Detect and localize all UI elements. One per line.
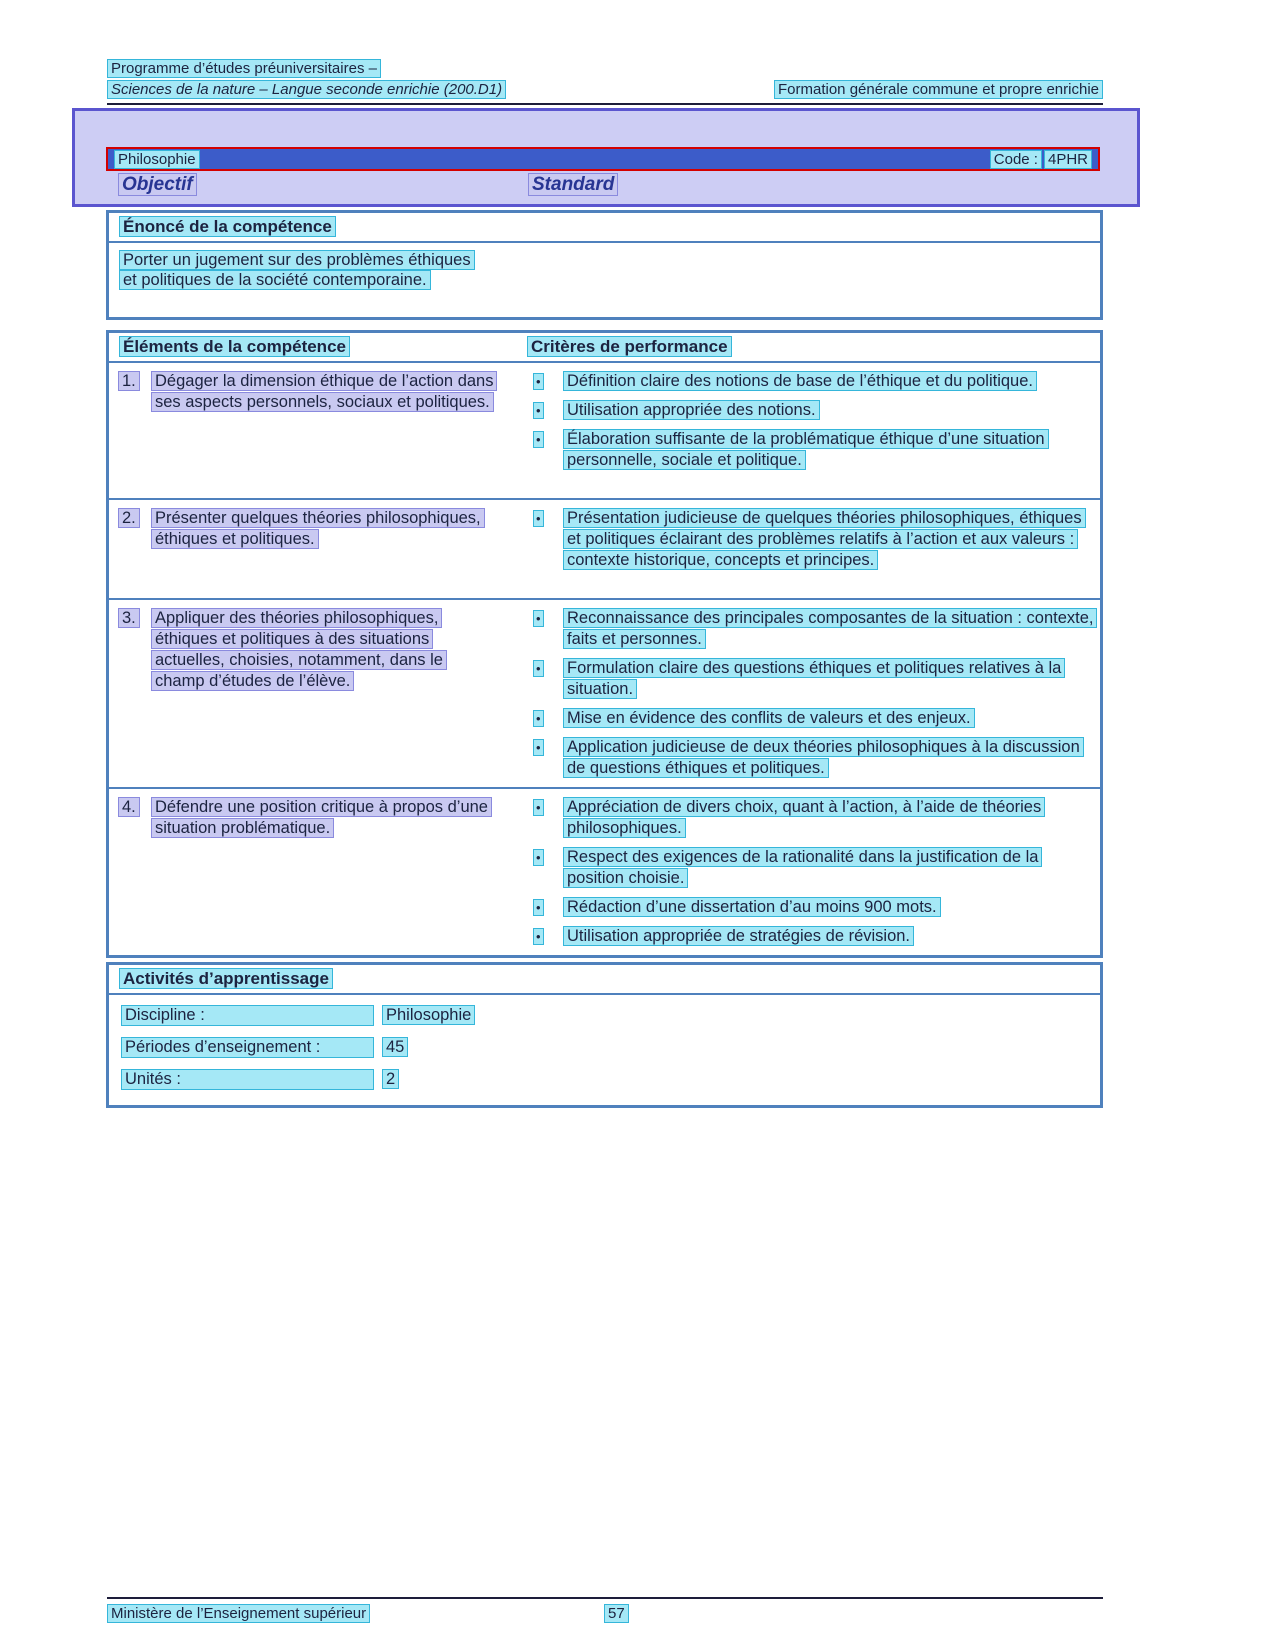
criterion-text: Utilisation appropriée des notions. <box>563 400 820 420</box>
enonce-heading: Énoncé de la compétence <box>109 213 1100 243</box>
element-text: Présenter quelques théories philosophiques, éthiques et politiques. <box>151 508 496 590</box>
criterion-text: Formulation claire des questions éthiques et politiques relatives à la situation. <box>563 658 1065 699</box>
footer-text: Ministère de l’Enseignement supérieur <box>107 1604 370 1623</box>
bullet-icon <box>533 739 544 756</box>
activity-value: 45 <box>382 1038 408 1057</box>
criterion-text: Application judicieuse de deux théories philosophiques à la discussion de questions éthiques et politiques. <box>563 737 1084 778</box>
bullet-icon <box>533 928 544 945</box>
element-number: 4. <box>118 797 151 947</box>
activities-heading: Activités d’apprentissage <box>109 965 1100 995</box>
activity-row <box>121 999 1088 1031</box>
criterion-item <box>525 658 1100 700</box>
criteria-heading: Critères de performance <box>525 333 1100 361</box>
criterion-text: Présentation judicieuse de quelques théories philosophiques, éthiques et politiques éclairant des problèmes relatifs à l’action et aux valeurs : contexte historique, concepts et principes. <box>563 508 1086 570</box>
criterion-item <box>525 708 1100 729</box>
criterion-text: Élaboration suffisante de la problématique éthique d’une situation personnelle, sociale et politique. <box>563 429 1049 470</box>
criterion-text: Mise en évidence des conflits de valeurs et des enjeux. <box>563 708 975 728</box>
bullet-icon <box>533 402 544 419</box>
bullet-icon <box>533 373 544 390</box>
bullet-icon <box>533 660 544 677</box>
program-title-line2: Sciences de la nature – Langue seconde enrichie (200.D1) <box>107 81 506 98</box>
criterion-item <box>525 847 1100 889</box>
course-code <box>990 150 1092 169</box>
competence-row <box>109 600 1100 789</box>
criterion-text: Définition claire des notions de base de l’éthique et du politique. <box>563 371 1037 391</box>
objectif-label: Objectif <box>118 174 197 196</box>
bullet-icon <box>533 610 544 627</box>
bullet-icon <box>533 710 544 727</box>
element-text: Appliquer des théories philosophiques, éthiques et politiques à des situations actuelles, choisies, notamment, dans le champ d’études de l’élève. <box>151 608 496 779</box>
element-text: Dégager la dimension éthique de l’action dans ses aspects personnels, sociaux et politiques. <box>151 371 496 490</box>
competence-row <box>109 363 1100 500</box>
course-code-label: Code : <box>990 150 1042 169</box>
criterion-text: Rédaction d’une dissertation d’au moins 900 mots. <box>563 897 941 917</box>
page-header <box>107 60 1103 105</box>
criterion-item <box>525 797 1100 839</box>
criterion-text: Appréciation de divers choix, quant à l’action, à l’aide de théories philosophiques. <box>563 797 1045 838</box>
course-title: Philosophie <box>114 151 200 168</box>
bullet-icon <box>533 510 544 527</box>
bullet-icon <box>533 899 544 916</box>
criterion-item <box>525 429 1100 471</box>
criterion-text: Utilisation appropriée de stratégies de révision. <box>563 926 914 946</box>
standard-label: Standard <box>528 174 618 196</box>
activity-value: Philosophie <box>382 1006 475 1025</box>
activity-row <box>121 1063 1088 1095</box>
course-code-value: 4PHR <box>1044 150 1092 169</box>
criterion-item <box>525 371 1100 392</box>
enonce-text: Porter un jugement sur des problèmes éthiques et politiques de la société contemporaine. <box>119 250 484 290</box>
enonce-table <box>106 210 1103 320</box>
element-number: 3. <box>118 608 151 779</box>
criterion-item <box>525 897 1100 918</box>
page-footer <box>107 1597 1103 1622</box>
criterion-text: Respect des exigences de la rationalité dans la justification de la position choisie. <box>563 847 1042 888</box>
criterion-item <box>525 926 1100 947</box>
activity-label: Discipline : <box>121 1005 374 1026</box>
criterion-item <box>525 400 1100 421</box>
objective-panel <box>72 108 1140 207</box>
header-right-text: Formation générale commune et propre enrichie <box>774 81 1103 98</box>
competence-row <box>109 500 1100 600</box>
elements-heading: Éléments de la compétence <box>109 333 525 361</box>
page-number: 57 <box>604 1605 629 1622</box>
activity-value: 2 <box>382 1070 399 1089</box>
competence-table <box>106 330 1103 958</box>
criterion-item <box>525 508 1100 571</box>
criterion-item <box>525 737 1100 779</box>
activity-label: Périodes d’enseignement : <box>121 1037 374 1058</box>
bullet-icon <box>533 799 544 816</box>
activity-row <box>121 1031 1088 1063</box>
activity-label: Unités : <box>121 1069 374 1090</box>
criterion-item <box>525 608 1100 650</box>
bullet-icon <box>533 849 544 866</box>
course-banner <box>106 147 1100 171</box>
program-title-line1: Programme d’études préuniversitaires – <box>107 60 1103 77</box>
element-number: 2. <box>118 508 151 590</box>
element-number: 1. <box>118 371 151 490</box>
competence-row <box>109 789 1100 955</box>
element-text: Défendre une position critique à propos d’une situation problématique. <box>151 797 496 947</box>
criterion-text: Reconnaissance des principales composantes de la situation : contexte, faits et personnes. <box>563 608 1097 649</box>
activities-table <box>106 962 1103 1108</box>
bullet-icon <box>533 431 544 448</box>
